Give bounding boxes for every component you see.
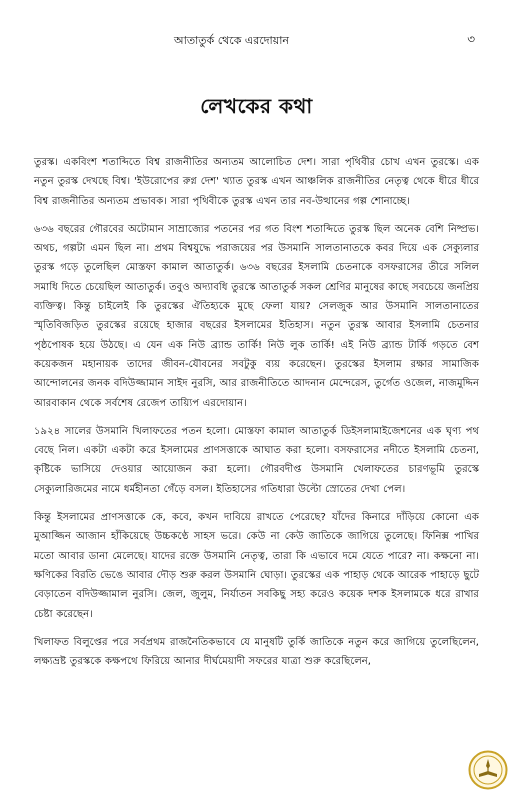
body-text: [34, 153, 479, 671]
publisher-seal-icon: [468, 750, 508, 790]
page-number: ৩: [467, 32, 475, 46]
paragraph: কিন্তু ইসলামের প্রাণসত্তাকে কে, কবে, কখন দাবিয়ে রাখতে পেরেছে? যাঁদের কিনারে দাঁড়িয়ে কোনো এক মুআজ্জিন আজান হাঁকিয়েছে উচ্চকণ্ঠে সাহস ভরে। কেউ না কেউ জাতিকে জাগিয়ে তুলেছে। ফিনিক্স পাখির মতো আবার ডানা মেলেছে। যাদের রক্তে উসমানি নেতৃত্ব, তারা কি এভাবে দমে যেতে পারে? না। কক্ষনো না। ক্ষণিকের বিরতি ভেঙে আবার দৌড় শুরু করল উসমানি ঘোড়া। তুরস্কের এক পাহাড় থেকে আরেক পাহাড়ে ছুটে বেড়াতেন বদিউজ্জামাল নুরসি। জেল, জুলুম, নির্যাতন সবকিছু সহ্য করেও কয়েক দশক ইসলামকে ধরে রাখার চেষ্টা করেছেন।: [34, 512, 479, 620]
running-header-title: আতাতুর্ক থেকে এরদোয়ান: [174, 33, 289, 47]
paragraph: ৬৩৬ বছরের গৌরবের অটোমান সাম্রাজ্যের পতনের পর গত বিংশ শতাব্দিতে তুরস্ক ছিল অনেক বেশি নিষ্প্রভ। অথচ, গল্পটা এমন ছিল না। প্রথম বিশ্বযুদ্ধে পরাজয়ের পর উসমানি সালতানাতকে কবর দিয়ে এক সেক্যুলার তুরস্ক গড়ে তুলেছিল মোস্তফা কামাল আতাতুর্ক। ৬৩৬ বছরের ইসলামি চেতনাকে বসফরাসের তীরে সলিল সমাধি দিতে চেয়েছিল আতাতুর্ক। তবুও অদ্যাবধি তুরস্কে আতাতুর্ক সকল শ্রেণির মানুষের কাছে সবচেয়ে জনপ্রিয় ব্যক্তিত্ব। কিন্তু চাইলেই কি তুরস্কের ঐতিহ্যকে মুছে ফেলা যায়? সেলজুক আর উসমানি সালতানাতের স্মৃতিবিজড়িত তুরস্কের রয়েছে হাজার বছরের ইসলামের ইতিহাস। নতুন তুরস্ক আবার ইসলামি চেতনার পৃষ্ঠপোষক হয়ে উঠছে। এ যেন এক নিউ ব্র্যান্ড তার্কি! নিউ লুক তার্কি! এই নিউ ব্র্যান্ড টার্কি গড়তে বেশ কয়েকজন মহানায়ক তাদের জীবন-যৌবনের সবটুকু ব্যয় করেছেন। তুরস্কের ইসলাম রক্ষার সামাজিক আন্দোলনের জনক বদিউজ্জামান সাইদ নুরসি, আর রাজনীতিতে আদনান মেন্দেরেস, তুর্গেত ওজেল, নাজমুদ্দিন আরবাকান থেকে সর্বশেষ রেজেপ তায়্যিপ এরদোয়ান।: [34, 223, 479, 409]
paragraph: ১৯২৪ সালের উসমানি খিলাফতের পতন হলো। মোস্তফা কামাল আতাতুর্ক ডিইসলামাইজেশনের এক ঘৃণ্য পথ বেছে নিল। একটা একটা করে ইসলামের প্রাণসত্তাকে আঘাত করা হলো। বসফরাসের নদীতে ইসলামি চেতনা, কৃষ্টিকে ভাসিয়ে দেওয়ার আয়োজন করা হলো। গৌরবদীপ্ত উসমানি খেলাফতের চারণভূমি তুরস্কে সেক্যুলারিজমের নামে ধর্মহীনতা গেঁড়ে বসল। ইতিহাসের গতিধারা উল্টো স্রোতের দেখা পেল।: [34, 425, 479, 495]
paragraph: খিলাফত বিলুপ্তের পরে সর্বপ্রথম রাজনৈতিকভাবে যে মানুষটি তুর্কি জাতিকে নতুন করে জাগিয়ে তুলেছিলেন, লক্ষ্যভ্রষ্ট তুরস্ককে কক্ষপথে ফিরিয়ে আনার দীর্ঘমেয়াদী সফরের যাত্রা শুরু করেছিলেন,: [34, 636, 479, 668]
running-header: [34, 30, 479, 52]
chapter-title: লেখকের কথা: [200, 94, 313, 118]
paragraph: তুরস্ক। একবিংশ শতাব্দিতে বিশ্ব রাজনীতির অন্যতম আলোচিত দেশ। সারা পৃথিবীর চোখ এখন তুরস্কে। এক নতুন তুরস্ক দেখছে বিশ্ব। 'ইউরোপের রুগ্ন দেশ' খ্যাত তুরস্ক এখন আঞ্চলিক রাজনীতির নেতৃত্ব থেকে ধীরে ধীরে বিশ্ব রাজনীতির অন্যতম প্রভাবক। সারা পৃথিবীকে তুরস্ক এখন তার নব-উত্থানের গল্প শোনাচ্ছে।: [34, 157, 479, 207]
